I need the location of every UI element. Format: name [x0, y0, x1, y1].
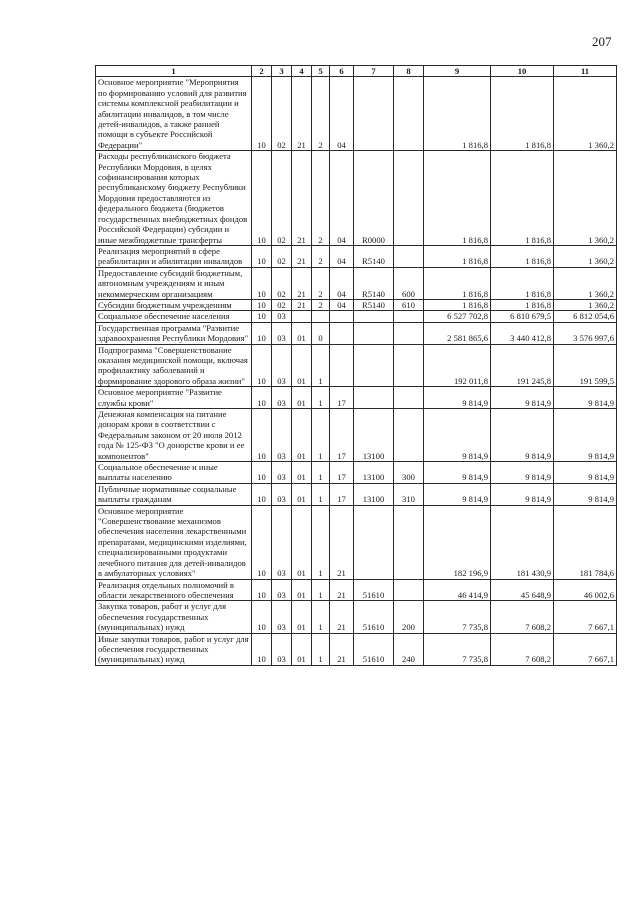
amount-cell: 1 360,2 [554, 267, 617, 299]
code-cell: 51610 [354, 633, 394, 665]
code-cell: 01 [292, 633, 312, 665]
row-name-cell: Денежная компенсация на питание донорам крови в соответствии с Федеральным законом от 20 июля 2012 года № 125-ФЗ "О донорстве крови и ее компонентов" [96, 409, 252, 462]
table-row [96, 633, 617, 665]
amount-cell: 1 816,8 [424, 77, 491, 151]
code-cell: 02 [272, 245, 292, 267]
code-cell: 13100 [354, 462, 394, 484]
code-cell: 51610 [354, 579, 394, 601]
code-cell: 21 [292, 245, 312, 267]
code-cell: 04 [330, 77, 354, 151]
code-cell [394, 311, 424, 322]
code-cell: 51610 [354, 601, 394, 633]
code-cell: 03 [272, 322, 292, 344]
column-header: 10 [491, 66, 554, 77]
code-cell: 01 [292, 409, 312, 462]
code-cell: 03 [272, 601, 292, 633]
amount-cell: 182 196,9 [424, 505, 491, 579]
amount-cell: 1 816,8 [424, 299, 491, 310]
row-name-cell: Публичные нормативные социальные выплаты гражданам [96, 483, 252, 505]
column-header: 8 [394, 66, 424, 77]
amount-cell: 1 360,2 [554, 77, 617, 151]
code-cell: 1 [312, 462, 330, 484]
amount-cell: 7 735,8 [424, 601, 491, 633]
row-name-cell: Основное мероприятие "Совершенствование механизмов обеспечения населения лекарственными препаратами, медицинскими изделиями, специализированными продуктами лечебного питания для детей-инвалидов в амбулаторных условиях" [96, 505, 252, 579]
code-cell: 10 [252, 579, 272, 601]
code-cell: 10 [252, 322, 272, 344]
code-cell: 10 [252, 505, 272, 579]
table-row [96, 462, 617, 484]
code-cell: 01 [292, 387, 312, 409]
amount-cell: 1 816,8 [491, 245, 554, 267]
code-cell [354, 344, 394, 387]
table-row [96, 505, 617, 579]
amount-cell: 45 648,9 [491, 579, 554, 601]
code-cell: 2 [312, 267, 330, 299]
row-name-cell: Расходы республиканского бюджета Республики Мордовия, в целях софинансирования которых республиканскому бюджету Республики Мордовия предоставляются из федерального бюджета (бюджетов государственных внебюджетных фондов Российской Федерации) субсидии и иные межбюджетные трансферты [96, 151, 252, 246]
code-cell: 01 [292, 601, 312, 633]
code-cell: 1 [312, 601, 330, 633]
code-cell [394, 409, 424, 462]
amount-cell: 1 816,8 [424, 151, 491, 246]
row-name-cell: Государственная программа "Развитие здравоохранения Республики Мордовия" [96, 322, 252, 344]
code-cell: 17 [330, 483, 354, 505]
code-cell: R5140 [354, 299, 394, 310]
table-header-row [96, 66, 617, 77]
row-name-cell: Социальное обеспечение и иные выплаты населению [96, 462, 252, 484]
amount-cell: 9 814,9 [491, 483, 554, 505]
code-cell: 21 [330, 505, 354, 579]
code-cell: 10 [252, 245, 272, 267]
code-cell [394, 322, 424, 344]
code-cell: 1 [312, 505, 330, 579]
code-cell: 04 [330, 299, 354, 310]
code-cell: 13100 [354, 409, 394, 462]
code-cell: 03 [272, 311, 292, 322]
column-header: 6 [330, 66, 354, 77]
code-cell: 10 [252, 344, 272, 387]
column-header: 5 [312, 66, 330, 77]
amount-cell: 3 440 412,8 [491, 322, 554, 344]
amount-cell: 7 667,1 [554, 601, 617, 633]
amount-cell: 3 576 997,6 [554, 322, 617, 344]
code-cell: 240 [394, 633, 424, 665]
code-cell [394, 151, 424, 246]
code-cell: 01 [292, 505, 312, 579]
amount-cell: 191 599,5 [554, 344, 617, 387]
code-cell: 13100 [354, 483, 394, 505]
row-name-cell: Подпрограмма "Совершенствование оказания медицинской помощи, включая профилактику заболеваний и формирование здорового образа жизни" [96, 344, 252, 387]
code-cell: 03 [272, 633, 292, 665]
code-cell: 04 [330, 267, 354, 299]
amount-cell: 1 816,8 [491, 77, 554, 151]
column-header: 1 [96, 66, 252, 77]
code-cell: R0000 [354, 151, 394, 246]
amount-cell: 1 816,8 [491, 299, 554, 310]
table-row [96, 245, 617, 267]
column-header: 9 [424, 66, 491, 77]
column-header: 2 [252, 66, 272, 77]
row-name-cell: Основное мероприятие "Мероприятия по формированию условий для развития системы комплексной реабилитации и абилитации инвалидов, в том числе детей-инвалидов, а также ранней помощи в субъекте Российской Федерации" [96, 77, 252, 151]
table-row [96, 322, 617, 344]
code-cell: 1 [312, 409, 330, 462]
code-cell: 03 [272, 505, 292, 579]
column-header: 7 [354, 66, 394, 77]
code-cell: 1 [312, 387, 330, 409]
code-cell: 2 [312, 77, 330, 151]
code-cell: 10 [252, 77, 272, 151]
code-cell [330, 344, 354, 387]
amount-cell: 9 814,9 [554, 462, 617, 484]
amount-cell: 7 608,2 [491, 633, 554, 665]
code-cell: 2 [312, 151, 330, 246]
code-cell: 10 [252, 387, 272, 409]
amount-cell: 1 816,8 [491, 151, 554, 246]
row-name-cell: Предоставление субсидий бюджетным, автономным учреждениям и иным некоммерческим организациям [96, 267, 252, 299]
amount-cell: 1 360,2 [554, 245, 617, 267]
row-name-cell: Реализация мероприятий в сфере реабилитации и абилитации инвалидов [96, 245, 252, 267]
code-cell [394, 245, 424, 267]
code-cell: 2 [312, 245, 330, 267]
code-cell [354, 505, 394, 579]
code-cell: 02 [272, 267, 292, 299]
code-cell: 1 [312, 483, 330, 505]
amount-cell: 1 816,8 [491, 267, 554, 299]
amount-cell: 9 814,9 [424, 483, 491, 505]
amount-cell: 7 667,1 [554, 633, 617, 665]
code-cell: 01 [292, 462, 312, 484]
code-cell [354, 77, 394, 151]
row-name-cell: Социальное обеспечение населения [96, 311, 252, 322]
code-cell: 310 [394, 483, 424, 505]
code-cell: R5140 [354, 245, 394, 267]
amount-cell: 181 430,9 [491, 505, 554, 579]
column-header: 3 [272, 66, 292, 77]
amount-cell: 7 735,8 [424, 633, 491, 665]
code-cell: 1 [312, 579, 330, 601]
code-cell: 200 [394, 601, 424, 633]
table-row [96, 267, 617, 299]
amount-cell: 1 360,2 [554, 299, 617, 310]
amount-cell: 6 812 054,6 [554, 311, 617, 322]
code-cell: 04 [330, 151, 354, 246]
page-number: 207 [592, 34, 612, 49]
code-cell: 01 [292, 579, 312, 601]
code-cell: 21 [292, 267, 312, 299]
column-header: 4 [292, 66, 312, 77]
amount-cell: 192 011,8 [424, 344, 491, 387]
row-name-cell: Основное мероприятие "Развитие службы крови" [96, 387, 252, 409]
code-cell: 10 [252, 462, 272, 484]
row-name-cell: Иные закупки товаров, работ и услуг для обеспечения государственных (муниципальных) нужд [96, 633, 252, 665]
code-cell [354, 387, 394, 409]
code-cell: 0 [312, 322, 330, 344]
amount-cell: 9 814,9 [554, 409, 617, 462]
amount-cell: 7 608,2 [491, 601, 554, 633]
code-cell: 21 [292, 299, 312, 310]
code-cell [394, 77, 424, 151]
code-cell: R5140 [354, 267, 394, 299]
amount-cell: 9 814,9 [554, 387, 617, 409]
code-cell: 610 [394, 299, 424, 310]
code-cell [354, 322, 394, 344]
code-cell: 21 [292, 151, 312, 246]
code-cell: 1 [312, 344, 330, 387]
code-cell [330, 311, 354, 322]
code-cell: 03 [272, 579, 292, 601]
code-cell: 1 [312, 633, 330, 665]
code-cell: 10 [252, 311, 272, 322]
amount-cell: 9 814,9 [491, 462, 554, 484]
code-cell: 01 [292, 483, 312, 505]
code-cell: 04 [330, 245, 354, 267]
code-cell [330, 322, 354, 344]
code-cell: 01 [292, 344, 312, 387]
amount-cell: 191 245,8 [491, 344, 554, 387]
column-header: 11 [554, 66, 617, 77]
row-name-cell: Закупка товаров, работ и услуг для обеспечения государственных (муниципальных) нужд [96, 601, 252, 633]
amount-cell: 46 002,6 [554, 579, 617, 601]
code-cell [354, 311, 394, 322]
code-cell: 600 [394, 267, 424, 299]
table-row [96, 579, 617, 601]
code-cell: 21 [292, 77, 312, 151]
code-cell: 17 [330, 409, 354, 462]
amount-cell: 9 814,9 [491, 387, 554, 409]
code-cell: 17 [330, 462, 354, 484]
code-cell: 10 [252, 267, 272, 299]
amount-cell: 181 784,6 [554, 505, 617, 579]
code-cell: 03 [272, 409, 292, 462]
amount-cell: 6 527 702,8 [424, 311, 491, 322]
table-row [96, 299, 617, 310]
table-row [96, 311, 617, 322]
code-cell: 10 [252, 151, 272, 246]
code-cell: 03 [272, 483, 292, 505]
budget-table [95, 65, 617, 666]
code-cell: 17 [330, 387, 354, 409]
code-cell: 10 [252, 299, 272, 310]
amount-cell: 1 360,2 [554, 151, 617, 246]
code-cell: 02 [272, 77, 292, 151]
code-cell [312, 311, 330, 322]
code-cell: 02 [272, 151, 292, 246]
code-cell [394, 579, 424, 601]
code-cell: 10 [252, 633, 272, 665]
amount-cell: 1 816,8 [424, 267, 491, 299]
code-cell: 21 [330, 633, 354, 665]
amount-cell: 9 814,9 [424, 387, 491, 409]
code-cell [394, 344, 424, 387]
amount-cell: 6 810 679,5 [491, 311, 554, 322]
code-cell: 21 [330, 601, 354, 633]
code-cell: 01 [292, 322, 312, 344]
amount-cell: 1 816,8 [424, 245, 491, 267]
code-cell: 03 [272, 462, 292, 484]
amount-cell: 2 581 865,6 [424, 322, 491, 344]
code-cell [394, 505, 424, 579]
amount-cell: 9 814,9 [554, 483, 617, 505]
code-cell: 03 [272, 387, 292, 409]
code-cell: 10 [252, 601, 272, 633]
table-row [96, 151, 617, 246]
table-row [96, 77, 617, 151]
amount-cell: 9 814,9 [424, 462, 491, 484]
amount-cell: 46 414,9 [424, 579, 491, 601]
code-cell [292, 311, 312, 322]
table-row [96, 483, 617, 505]
code-cell: 03 [272, 344, 292, 387]
row-name-cell: Реализация отдельных полномочий в области лекарственного обеспечения [96, 579, 252, 601]
table-row [96, 344, 617, 387]
amount-cell: 9 814,9 [424, 409, 491, 462]
amount-cell: 9 814,9 [491, 409, 554, 462]
row-name-cell: Субсидии бюджетным учреждениям [96, 299, 252, 310]
code-cell: 2 [312, 299, 330, 310]
code-cell: 10 [252, 409, 272, 462]
code-cell: 300 [394, 462, 424, 484]
code-cell: 21 [330, 579, 354, 601]
code-cell: 02 [272, 299, 292, 310]
code-cell [394, 387, 424, 409]
table-row [96, 601, 617, 633]
code-cell: 10 [252, 483, 272, 505]
table-row [96, 409, 617, 462]
table-row [96, 387, 617, 409]
